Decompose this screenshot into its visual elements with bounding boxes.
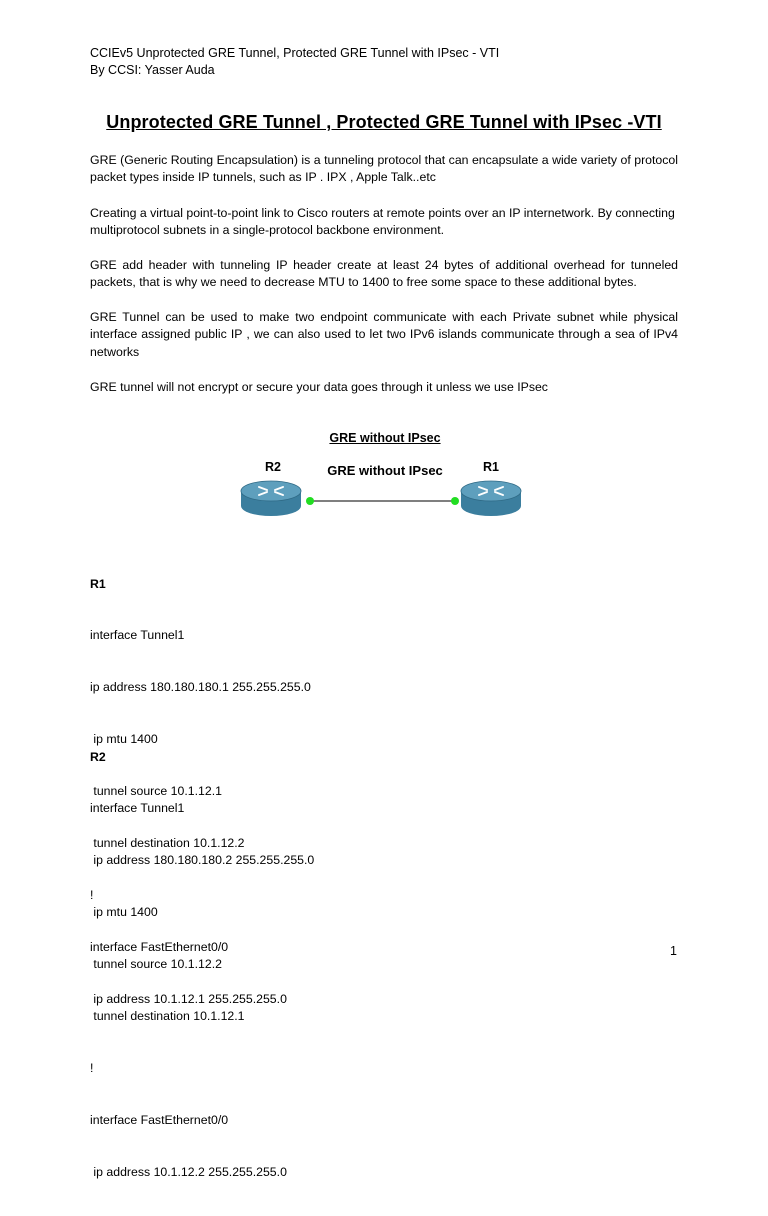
config-block-r2 <box>90 714 314 1216</box>
router-icon <box>240 478 302 518</box>
config-line: ip address 10.1.12.1 255.255.255.0 <box>90 991 287 1006</box>
config-line: tunnel destination 10.1.12.1 <box>90 1009 245 1024</box>
page-number: 1 <box>670 944 677 958</box>
config-line: tunnel destination 10.1.12.2 <box>90 836 245 851</box>
topology-diagram <box>230 428 540 528</box>
paragraph-virtual-link: Creating a virtual point-to-point link to Cisco routers at remote points over an IP internetwork. By connecting multiprotocol subnets in a single-protocol backbone environment. <box>90 206 675 238</box>
link-label: GRE without IPsec <box>327 463 443 478</box>
router-icon <box>460 478 522 518</box>
config-line: tunnel source 10.1.12.1 <box>90 784 222 799</box>
config-line: ip address 180.180.180.2 255.255.255.0 <box>90 853 315 868</box>
config-line: interface Tunnel1 <box>90 628 185 643</box>
config-line: interface Tunnel1 <box>90 801 185 816</box>
header-line-1: CCIEv5 Unprotected GRE Tunnel, Protected GRE Tunnel with IPsec - VTI <box>90 46 500 60</box>
config-line: ! <box>90 1060 94 1075</box>
config-line: tunnel source 10.1.12.2 <box>90 957 222 972</box>
config-router-label: R2 <box>90 749 106 764</box>
config-line: ip address 180.180.180.1 255.255.255.0 <box>90 680 311 695</box>
link-endpoint-left <box>306 497 314 505</box>
paragraph-gre-definition: GRE (Generic Routing Encapsulation) is a tunneling protocol that can encapsulate a wide variety of protocol packet types inside IP tunnels, such as IP . IPX , Apple Talk..etc <box>90 153 678 185</box>
diagram-title: GRE without IPsec <box>329 431 441 445</box>
paragraph-encryption: GRE tunnel will not encrypt or secure your data goes through it unless we use IPsec <box>90 380 548 394</box>
config-line: ip mtu 1400 <box>90 732 158 747</box>
document-header <box>90 45 499 79</box>
page-title: Unprotected GRE Tunnel , Protected GRE Tunnel with IPsec -VTI <box>106 112 662 132</box>
config-line: ! <box>90 887 94 902</box>
header-line-2: By CCSI: Yasser Auda <box>90 63 215 77</box>
router-name-left: R2 <box>265 460 281 474</box>
router-name-right: R1 <box>483 460 499 474</box>
config-line: interface FastEthernet0/0 <box>90 1112 229 1127</box>
config-line: interface FastEthernet0/0 <box>90 939 229 954</box>
paragraph-use-cases: GRE Tunnel can be used to make two endpoint communicate with each Private subnet while physical interface assigned public IP , we can also used to let two IPv6 islands communicate through a sea of IPv4 networks <box>90 310 678 359</box>
config-line: ip mtu 1400 <box>90 905 158 920</box>
config-router-label: R1 <box>90 576 106 591</box>
config-line: ip address 10.1.12.2 255.255.255.0 <box>90 1164 287 1179</box>
paragraph-overhead: GRE add header with tunneling IP header create at least 24 bytes of additional overhead for tunneled packets, that is why we need to decrease MTU to 1400 to free some space to these additional bytes. <box>90 258 678 290</box>
link-endpoint-right <box>451 497 459 505</box>
